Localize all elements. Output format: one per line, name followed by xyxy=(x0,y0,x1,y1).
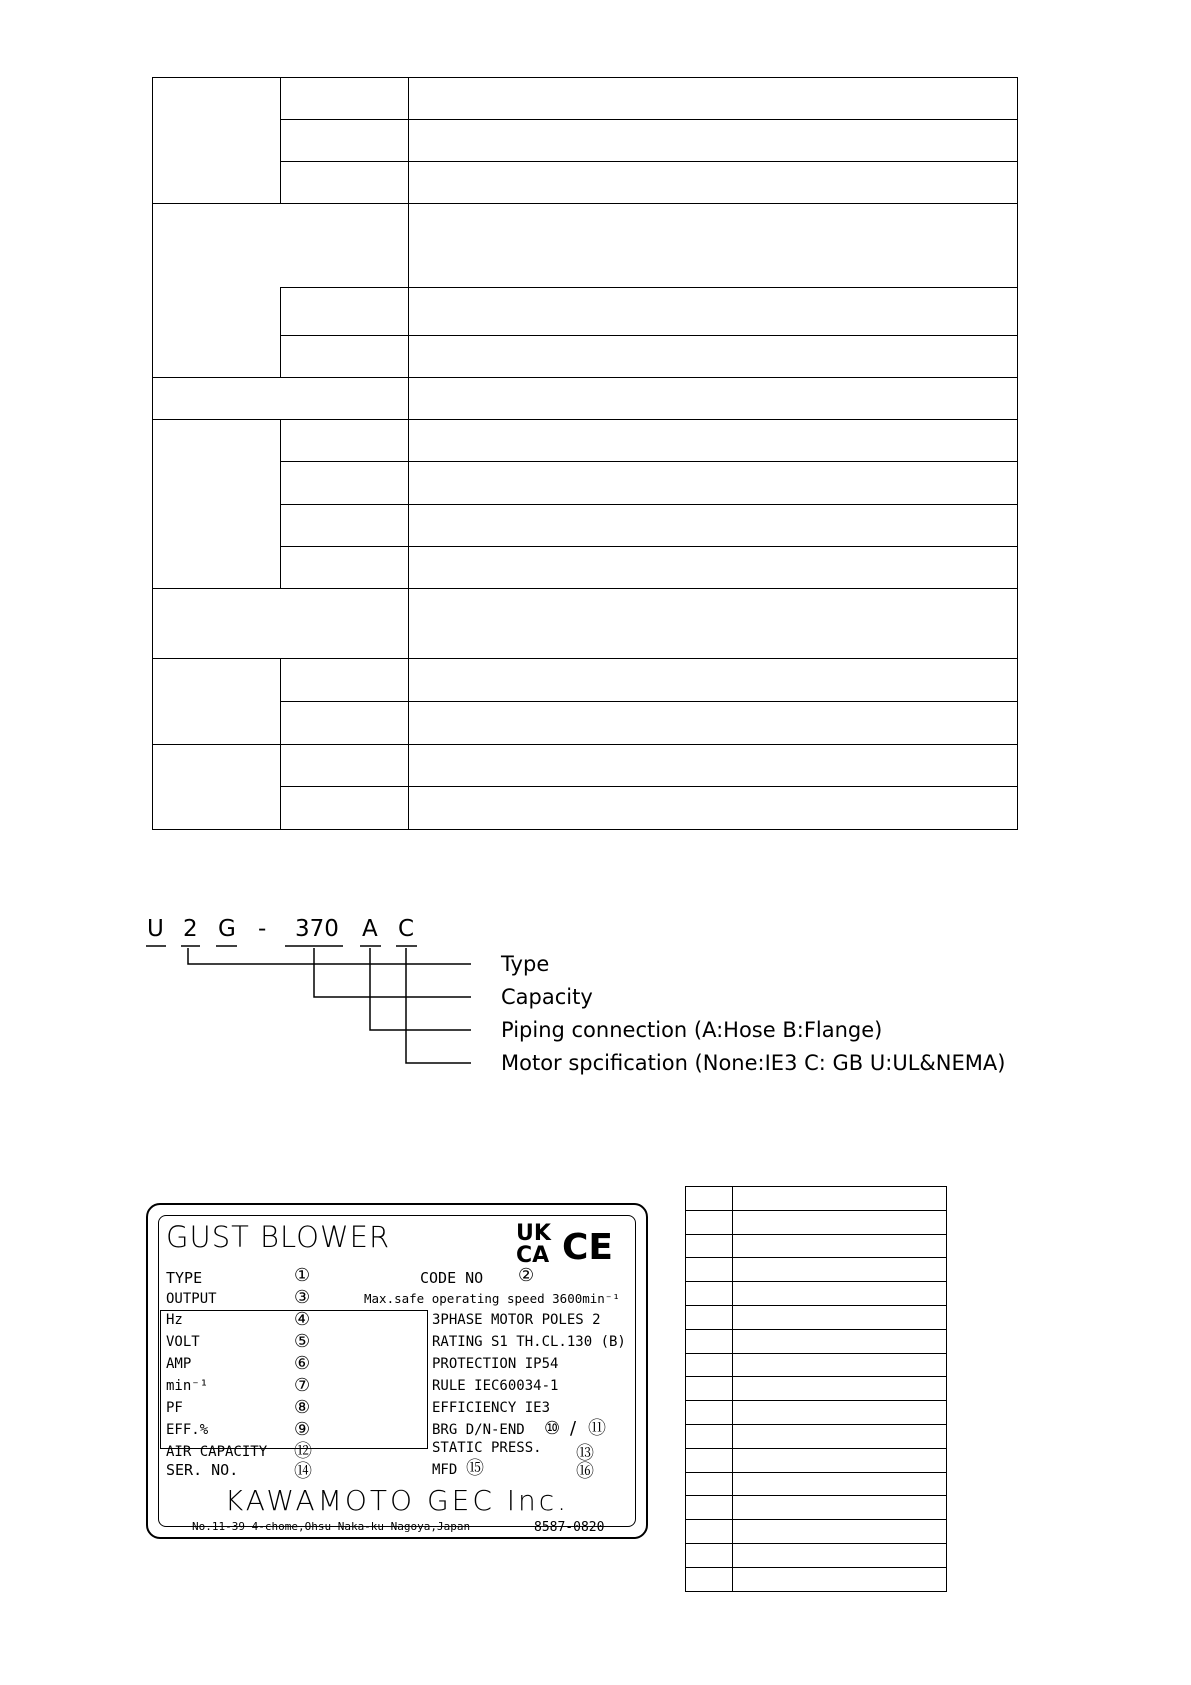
code-char-type-letter: G xyxy=(218,916,236,942)
spec-value-cell xyxy=(409,120,1018,162)
legend-number-cell xyxy=(686,1258,733,1282)
spec-sub-cell xyxy=(281,78,409,120)
label-static-press: STATIC PRESS. xyxy=(432,1440,542,1456)
legend-description-cell xyxy=(733,1520,947,1544)
legend-number-cell xyxy=(686,1377,733,1401)
legend-description-cell xyxy=(733,1353,947,1377)
spec-sub-cell xyxy=(281,786,409,829)
spec-value-cell xyxy=(409,288,1018,336)
spec-sub-cell xyxy=(281,162,409,204)
code-char-type-digit: 2 xyxy=(183,916,198,942)
legend-number-cell xyxy=(686,1210,733,1234)
code-char-capacity: 370 xyxy=(295,916,339,942)
legend-row xyxy=(686,1424,947,1448)
spec-group-cell xyxy=(153,588,409,658)
legend-row xyxy=(686,1401,947,1425)
circle-4: ④ xyxy=(294,1309,311,1330)
spec-sub-cell xyxy=(281,288,409,336)
spec-group-cell xyxy=(153,378,409,420)
legend-row xyxy=(686,1258,947,1282)
legend-row xyxy=(686,1543,947,1567)
legend-row xyxy=(686,1567,947,1591)
spec-value-cell xyxy=(409,78,1018,120)
legend-number-cell xyxy=(686,1448,733,1472)
legend-number-cell xyxy=(686,1401,733,1425)
label-ser-no: SER. NO. xyxy=(166,1461,239,1479)
legend-description-cell xyxy=(733,1496,947,1520)
spec-sub-cell xyxy=(281,420,409,462)
spec-value-cell xyxy=(409,588,1018,658)
legend-number-cell xyxy=(686,1187,733,1211)
circle-5: ⑤ xyxy=(294,1331,311,1352)
legend-description-cell xyxy=(733,1448,947,1472)
max-safe-speed: Max.safe operating speed 3600min⁻¹ xyxy=(364,1291,620,1306)
model-code-diagram xyxy=(0,910,1191,1080)
legend-number-cell xyxy=(686,1282,733,1306)
legend-row xyxy=(686,1187,947,1211)
spec-sub-cell xyxy=(281,658,409,701)
legend-motor: Motor spcification (None:IE3 C: GB U:UL&NEMA) xyxy=(501,1051,1006,1075)
label-eff: EFF.% xyxy=(166,1422,209,1438)
spec-sub-cell xyxy=(281,504,409,546)
spec-value-cell xyxy=(409,420,1018,462)
legend-description-cell xyxy=(733,1305,947,1329)
legend-description-cell xyxy=(733,1187,947,1211)
ukca-ce-mark-icon xyxy=(516,1219,616,1269)
legend-type: Type xyxy=(501,952,550,976)
label-amp: AMP xyxy=(166,1356,192,1372)
label-volt: VOLT xyxy=(166,1334,200,1350)
legend-description-cell xyxy=(733,1329,947,1353)
legend-number-cell xyxy=(686,1424,733,1448)
code-char-motor: C xyxy=(398,916,415,942)
circle-16: ⑯ xyxy=(576,1461,594,1482)
legend-description-cell xyxy=(733,1567,947,1591)
ukca-bottom: CA xyxy=(516,1243,550,1268)
legend-description-cell xyxy=(733,1424,947,1448)
spec-value-cell xyxy=(409,744,1018,786)
legend-number-cell xyxy=(686,1353,733,1377)
spec-value-cell xyxy=(409,786,1018,829)
label-bearing: BRG D/N-END xyxy=(432,1422,525,1438)
spec-group-cell xyxy=(153,658,281,744)
spec-value-cell xyxy=(409,462,1018,504)
code-char-series: U xyxy=(147,916,164,942)
legend-number-cell xyxy=(686,1567,733,1591)
label-code-no: CODE NO xyxy=(420,1269,484,1287)
legend-row xyxy=(686,1282,947,1306)
nameplate-title: GUST BLOWER xyxy=(166,1220,391,1254)
circle-15: ⑮ xyxy=(466,1458,484,1479)
bearing-separator: / xyxy=(570,1418,577,1439)
legend-number-cell xyxy=(686,1472,733,1496)
legend-number-cell xyxy=(686,1543,733,1567)
spec-sub-cell xyxy=(281,744,409,786)
spec-value-cell xyxy=(409,658,1018,701)
code-char-piping: A xyxy=(362,916,378,942)
legend-description-cell xyxy=(733,1472,947,1496)
label-type: TYPE xyxy=(166,1269,203,1287)
ce-mark: CE xyxy=(562,1227,614,1268)
legend-number-cell xyxy=(686,1234,733,1258)
label-pf: PF xyxy=(166,1400,183,1416)
motor-phase-poles: 3PHASE MOTOR POLES 2 xyxy=(432,1312,601,1328)
circle-2: ② xyxy=(518,1265,535,1286)
circle-10: ⑩ xyxy=(544,1418,561,1439)
legend-row xyxy=(686,1496,947,1520)
nameplate-part-number: 8587-0820 xyxy=(534,1520,605,1535)
spec-sub-cell xyxy=(281,701,409,744)
nameplate xyxy=(146,1203,648,1539)
specification-table xyxy=(152,77,1018,830)
circle-13: ⑬ xyxy=(576,1443,594,1464)
legend-description-cell xyxy=(733,1543,947,1567)
ukca-top: UK xyxy=(516,1221,551,1246)
nameplate-legend-table xyxy=(685,1186,947,1592)
spec-group-cell xyxy=(153,420,281,588)
legend-description-cell xyxy=(733,1401,947,1425)
spec-group-cell xyxy=(153,744,281,829)
legend-row xyxy=(686,1377,947,1401)
spec-value-cell xyxy=(409,336,1018,378)
label-mfd: MFD xyxy=(432,1462,458,1478)
legend-row xyxy=(686,1448,947,1472)
code-char-dash: - xyxy=(258,916,267,942)
spec-value-cell xyxy=(409,204,1018,288)
spec-value-cell xyxy=(409,701,1018,744)
spec-value-cell xyxy=(409,162,1018,204)
legend-description-cell xyxy=(733,1258,947,1282)
motor-rating: RATING S1 TH.CL.130 (B) xyxy=(432,1334,626,1350)
legend-number-cell xyxy=(686,1496,733,1520)
legend-row xyxy=(686,1353,947,1377)
circle-14: ⑭ xyxy=(294,1461,312,1482)
legend-number-cell xyxy=(686,1329,733,1353)
spec-sub-cell xyxy=(281,462,409,504)
spec-group-cell xyxy=(153,204,409,288)
motor-rule: RULE IEC60034-1 xyxy=(432,1378,559,1394)
spec-group-cell xyxy=(153,288,281,378)
legend-capacity: Capacity xyxy=(501,985,593,1009)
motor-efficiency: EFFICIENCY IE3 xyxy=(432,1400,551,1416)
legend-description-cell xyxy=(733,1377,947,1401)
legend-piping: Piping connection (A:Hose B:Flange) xyxy=(501,1018,883,1042)
circle-11: ⑪ xyxy=(588,1418,606,1439)
motor-protection: PROTECTION IP54 xyxy=(432,1356,559,1372)
spec-sub-cell xyxy=(281,120,409,162)
legend-number-cell xyxy=(686,1305,733,1329)
circle-6: ⑥ xyxy=(294,1353,311,1374)
circle-8: ⑧ xyxy=(294,1397,311,1418)
spec-value-cell xyxy=(409,378,1018,420)
company-name: KAWAMOTO GEC Inc. xyxy=(224,1484,570,1517)
label-output: OUTPUT xyxy=(166,1291,217,1307)
legend-description-cell xyxy=(733,1234,947,1258)
label-hz: Hz xyxy=(166,1312,183,1328)
label-min: min⁻¹ xyxy=(166,1378,209,1394)
legend-row xyxy=(686,1234,947,1258)
company-address: No.11-39 4-chome,Ohsu Naka-ku Nagoya,Japan xyxy=(192,1520,471,1533)
legend-row xyxy=(686,1305,947,1329)
label-air-capacity: AIR CAPACITY xyxy=(166,1444,268,1460)
circle-7: ⑦ xyxy=(294,1375,311,1396)
spec-value-cell xyxy=(409,504,1018,546)
circle-9: ⑨ xyxy=(294,1419,311,1440)
spec-sub-cell xyxy=(281,336,409,378)
spec-group-cell xyxy=(153,78,281,204)
legend-row xyxy=(686,1329,947,1353)
legend-number-cell xyxy=(686,1520,733,1544)
legend-row xyxy=(686,1210,947,1234)
circle-3: ③ xyxy=(294,1287,311,1308)
legend-description-cell xyxy=(733,1210,947,1234)
spec-sub-cell xyxy=(281,546,409,588)
legend-row xyxy=(686,1472,947,1496)
circle-1: ① xyxy=(294,1265,311,1286)
circle-12: ⑫ xyxy=(294,1441,312,1462)
legend-row xyxy=(686,1520,947,1544)
legend-description-cell xyxy=(733,1282,947,1306)
spec-value-cell xyxy=(409,546,1018,588)
